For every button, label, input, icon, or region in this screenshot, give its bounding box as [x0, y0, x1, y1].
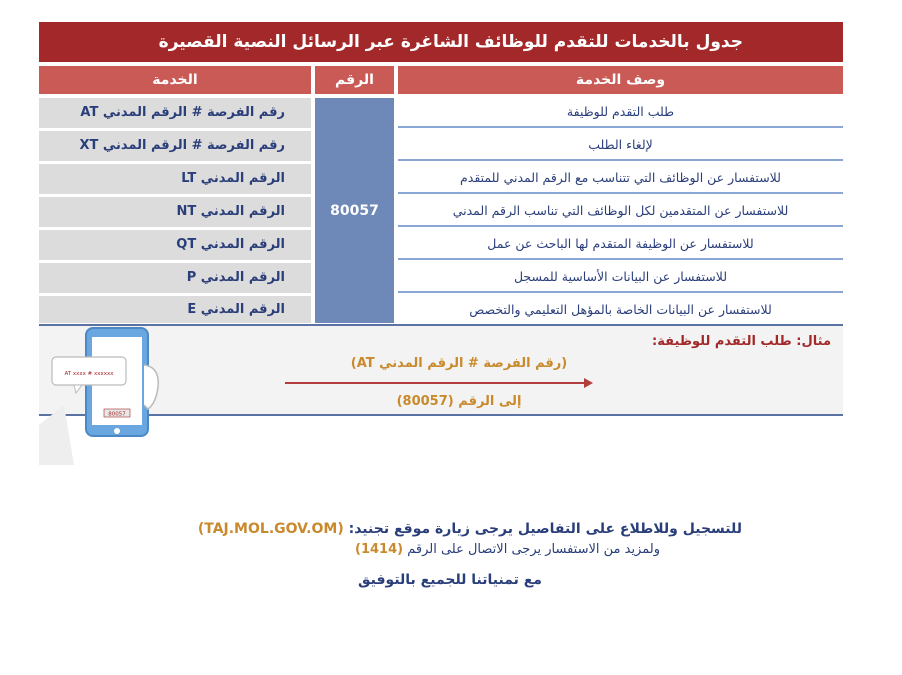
footer-register — [130, 521, 742, 537]
service-code: الرقم المدني LT — [39, 164, 311, 194]
header-service: الخدمة — [39, 66, 311, 94]
service-description: للاستفسار عن المتقدمين لكل الوظائف التي تناسب الرقم المدني — [398, 197, 843, 227]
short-number-cell: 80057 — [315, 98, 394, 323]
footer-contact — [230, 542, 660, 557]
service-code: الرقم المدني NT — [39, 197, 311, 227]
service-description: للاستفسار عن الوظائف التي تتناسب مع الرقم المدني للمتقدم — [398, 164, 843, 194]
service-description: للاستفسار عن البيانات الخاصة بالمؤهل التعليمي والتخصص — [469, 302, 772, 317]
phone-illustration-icon — [34, 325, 164, 465]
page-title: جدول بالخدمات للتقدم للوظائف الشاغرة عبر الرسائل النصية القصيرة — [39, 22, 843, 62]
service-description: للاستفسار عن البيانات الأساسية للمسجل — [398, 263, 843, 293]
service-description: للاستفسار عن الوظيفة المتقدم لها الباحث عن عمل — [398, 230, 843, 260]
service-code: الرقم المدني E — [39, 296, 311, 323]
footer-contact-number: (1414) — [354, 542, 404, 557]
footer-register-text: للتسجيل وللاطلاع على التفاصيل يرجى زيارة موقع تجنيد: — [348, 521, 742, 537]
service-code: رقم الفرصة # الرقم المدني XT — [39, 131, 311, 161]
service-code: الرقم المدني QT — [39, 230, 311, 260]
example-message: (رقم الفرصة # الرقم المدني AT) — [350, 356, 568, 371]
footer-contact-text: ولمزيد من الاستفسار يرجى الاتصال على الرقم — [407, 542, 660, 557]
example-title: مثال: طلب التقدم للوظيفة: — [652, 334, 831, 349]
phone-number-text: 80057 — [108, 411, 126, 418]
service-description: طلب التقدم للوظيفة — [398, 98, 843, 128]
footer-site-link[interactable]: (TAJ.MOL.GOV.OM) — [197, 521, 344, 537]
header-number: الرقم — [315, 66, 394, 94]
header-description: وصف الخدمة — [398, 66, 843, 94]
service-code: رقم الفرصة # الرقم المدني AT — [39, 98, 311, 128]
service-code: الرقم المدني P — [39, 263, 311, 293]
arrow-icon — [285, 382, 585, 384]
service-description: لإلغاء الطلب — [398, 131, 843, 161]
footer-wishes: مع تمنياتنا للجميع بالتوفيق — [358, 572, 542, 588]
phone-bubble-text: AT xxxx # xxxxxx — [64, 371, 114, 377]
example-to-number: إلى الرقم (80057) — [396, 394, 522, 409]
